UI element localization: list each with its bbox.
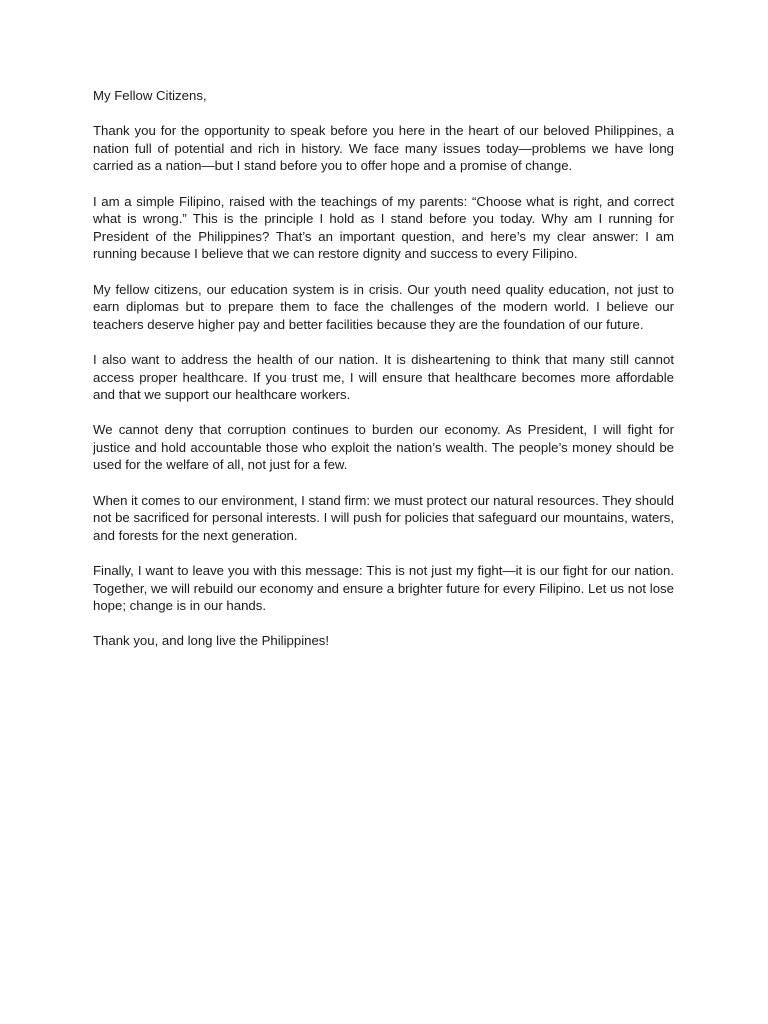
salutation: My Fellow Citizens, [93,88,207,103]
paragraph-introduction: I am a simple Filipino, raised with the teachings of my parents: “Choose what is right, and correct what is wrong.” This is the principle I hold as I stand before you today. Why am I running for President of the Philippines? That’s an important question, and here’s my clear answer: I am running because I believe that we can restore dignity and success to every Filipino. [93,193,674,262]
paragraph-final-message: Finally, I want to leave you with this message: This is not just my fight—it is our fight for our nation. Together, we will rebuild our economy and ensure a brighter future for every Filipino. Let us not lose hope; change is in our hands. [93,563,674,614]
paragraph-education: My fellow citizens, our education system is in crisis. Our youth need quality education, not just to earn diplomas but to prepare them to face the challenges of the modern world. I believe our teachers deserve higher pay and better facilities because they are the foundation of our future. [93,281,674,332]
letter-body [93,87,674,668]
closing: Thank you, and long live the Philippines! [93,633,330,649]
paragraph-health: I also want to address the health of our nation. It is disheartening to think that many still cannot access proper healthcare. If you trust me, I will ensure that healthcare becomes more affordable and that we support our healthcare workers. [93,351,674,403]
paragraph-corruption: We cannot deny that corruption continues to burden our economy. As President, I will fight for justice and hold accountable those who exploit the nation’s wealth. The people’s money should be used for the welfare of all, not just for a few. [93,422,674,473]
paragraph-opening: Thank you for the opportunity to speak before you here in the heart of our beloved Philippines, a nation full of potential and rich in history. We face many issues today—problems we have long carried as a nation—but I stand before you to offer hope and a promise of change. [93,123,674,174]
paragraph-environment: When it comes to our environment, I stand firm: we must protect our natural resources. They should not be sacrificed for personal interests. I will push for policies that safeguard our mountains, waters, and forests for the next generation. [93,492,674,543]
